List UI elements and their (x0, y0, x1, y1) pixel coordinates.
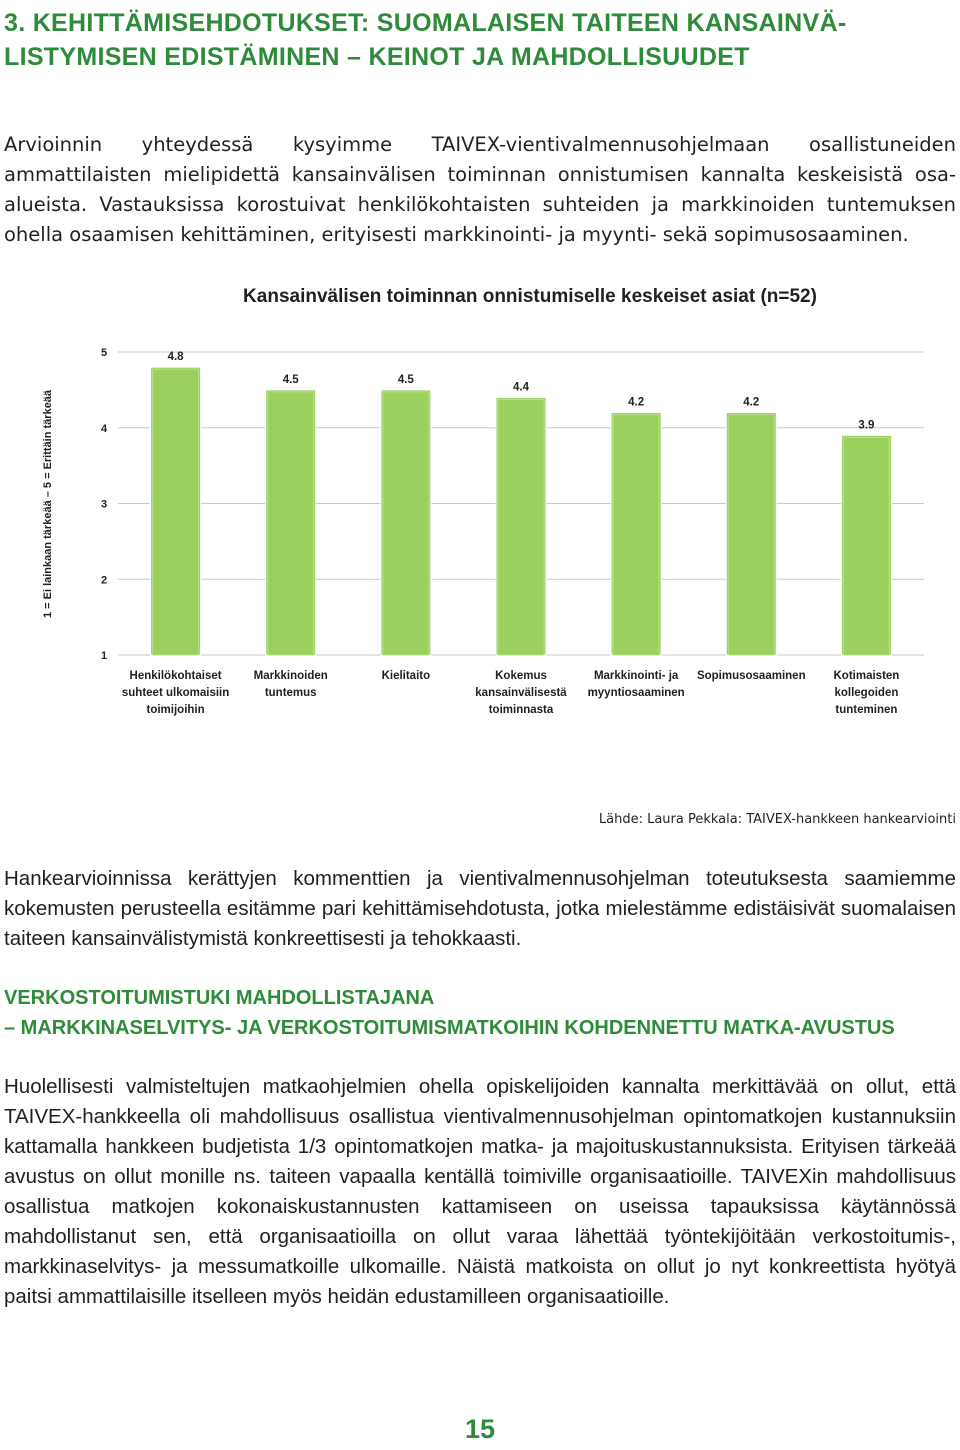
category-label: Markkinoiden (253, 670, 328, 682)
bar (726, 413, 776, 655)
bar (611, 413, 661, 655)
bar-chart (0, 335, 960, 735)
bar (151, 367, 201, 655)
category-label: tunteminen (835, 704, 898, 716)
data-label: 4.2 (628, 396, 645, 409)
y-tick-label: 4 (100, 422, 108, 435)
category-label: Markkinointi- ja (593, 670, 679, 682)
category-label: Kielitaito (381, 670, 431, 682)
category-label: toiminnasta (488, 704, 554, 716)
category-label: Kokemus (495, 670, 547, 682)
chart-title: Kansainvälisen toiminnan onnistumiselle keskeiset asiat (n=52) (243, 286, 817, 307)
data-label: 4.5 (397, 373, 414, 386)
category-label: myyntiosaaminen (587, 687, 685, 699)
bar (266, 390, 316, 655)
category-label: tuntemus (264, 687, 317, 699)
subheading-line-2: – MARKKINASELVITYS- JA VERKOSTOITUMISMATKOIHIN KOHDENNETTU MATKA-AVUSTUS (4, 1017, 895, 1039)
section-heading-line-1: 3. KEHITTÄMISEHDOTUKSET: SUOMALAISEN TAITEEN KANSAINVÄ- (4, 9, 847, 37)
category-label: suhteet ulkomaisiin (121, 687, 230, 699)
y-axis-label: 1 = Ei lainkaan tärkeää – 5 = Erittäin tärkeää (42, 389, 54, 619)
category-label: kansainvälisestä (475, 687, 567, 699)
paragraph-3: Huolellisesti valmisteltujen matkaohjelmien ohella opiskelijoiden kannalta merkittävää on ollut, että TAIVEX-hankkeella oli mahdollisuus osallistua vientivalmennusohjelman opintomatkojen kustannuksiin kattamalla hankkeen budjetista 1/3 opintomatkojen matka- ja majoituskustannuksista. Erityisen tärkeää avustus on ollut monille ns. taiteen vapaalla kentällä toimiville organisaatioille. TAIVEXin mahdollisuus osallistua matkojen kokonaiskustannusten kattamiseen on useissa tapauksissa käytännössä mahdollistanut sen, että organisaatioilla on ollut varaa lähettää työntekijöitään verkostoitumis-, markkinaselvitys- ja messumatkoille ulkomaille. Näistä matkoista on ollut jo nyt konkreettista hyötyä paitsi ammattilaisille itselleen myös heidän edustamilleen organisaatioille. (4, 1075, 956, 1308)
page-number: 15 (464, 1414, 496, 1444)
intro-paragraph: Arvioinnin yhteydessä kysyimme TAIVEX-vientivalmennusohjelmaan osallistuneiden ammattilaisten mielipidettä kansainvälisen toiminnan onnistumisen kannalta keskeisistä osa-alueista. Vastauksissa korostuivat henkilökohtaisten suhteiden ja markkinoiden tuntemuksen ohella osaamisen kehittäminen, erityisesti markkinointi- ja myynti- sekä sopimusosaaminen. (4, 133, 956, 246)
data-label: 3.9 (858, 419, 875, 432)
data-label: 4.8 (167, 351, 184, 364)
data-label: 4.2 (743, 396, 760, 409)
section-heading-line-2: LISTYMISEN EDISTÄMINEN – KEINOT JA MAHDOLLISUUDET (4, 43, 750, 71)
data-label: 4.5 (282, 373, 299, 386)
data-label: 4.4 (513, 381, 529, 394)
category-label: Kotimaisten (833, 670, 900, 682)
chart-source: Lähde: Laura Pekkala: TAIVEX-hankkeen hankearviointi (598, 812, 956, 827)
category-label: Henkilökohtaiset (129, 670, 222, 682)
paragraph-2: Hankearvioinnissa kerättyjen kommenttien ja vientivalmennusohjelman toteutuksesta saamiemme kokemusten perusteella esitämme pari kehittämisehdotusta, jotka mielestämme edistäisivät suomalaisen taiteen kansainvälistymistä konkreettisesti ja tehokkaasti. (4, 867, 956, 950)
y-tick-label: 2 (100, 574, 108, 587)
section-heading (4, 6, 956, 74)
category-label: toimijoihin (146, 704, 205, 716)
category-label: Sopimusosaaminen (696, 670, 806, 682)
y-tick-label: 3 (100, 498, 108, 511)
bar (841, 435, 891, 655)
y-tick-label: 5 (100, 347, 108, 359)
subheading-line-1: VERKOSTOITUMISTUKI MAHDOLLISTAJANA (4, 987, 435, 1009)
y-tick-label: 1 (100, 650, 108, 662)
bar (381, 390, 431, 655)
subheading (4, 983, 956, 1043)
category-label: kollegoiden (834, 687, 899, 699)
bar (496, 397, 546, 655)
